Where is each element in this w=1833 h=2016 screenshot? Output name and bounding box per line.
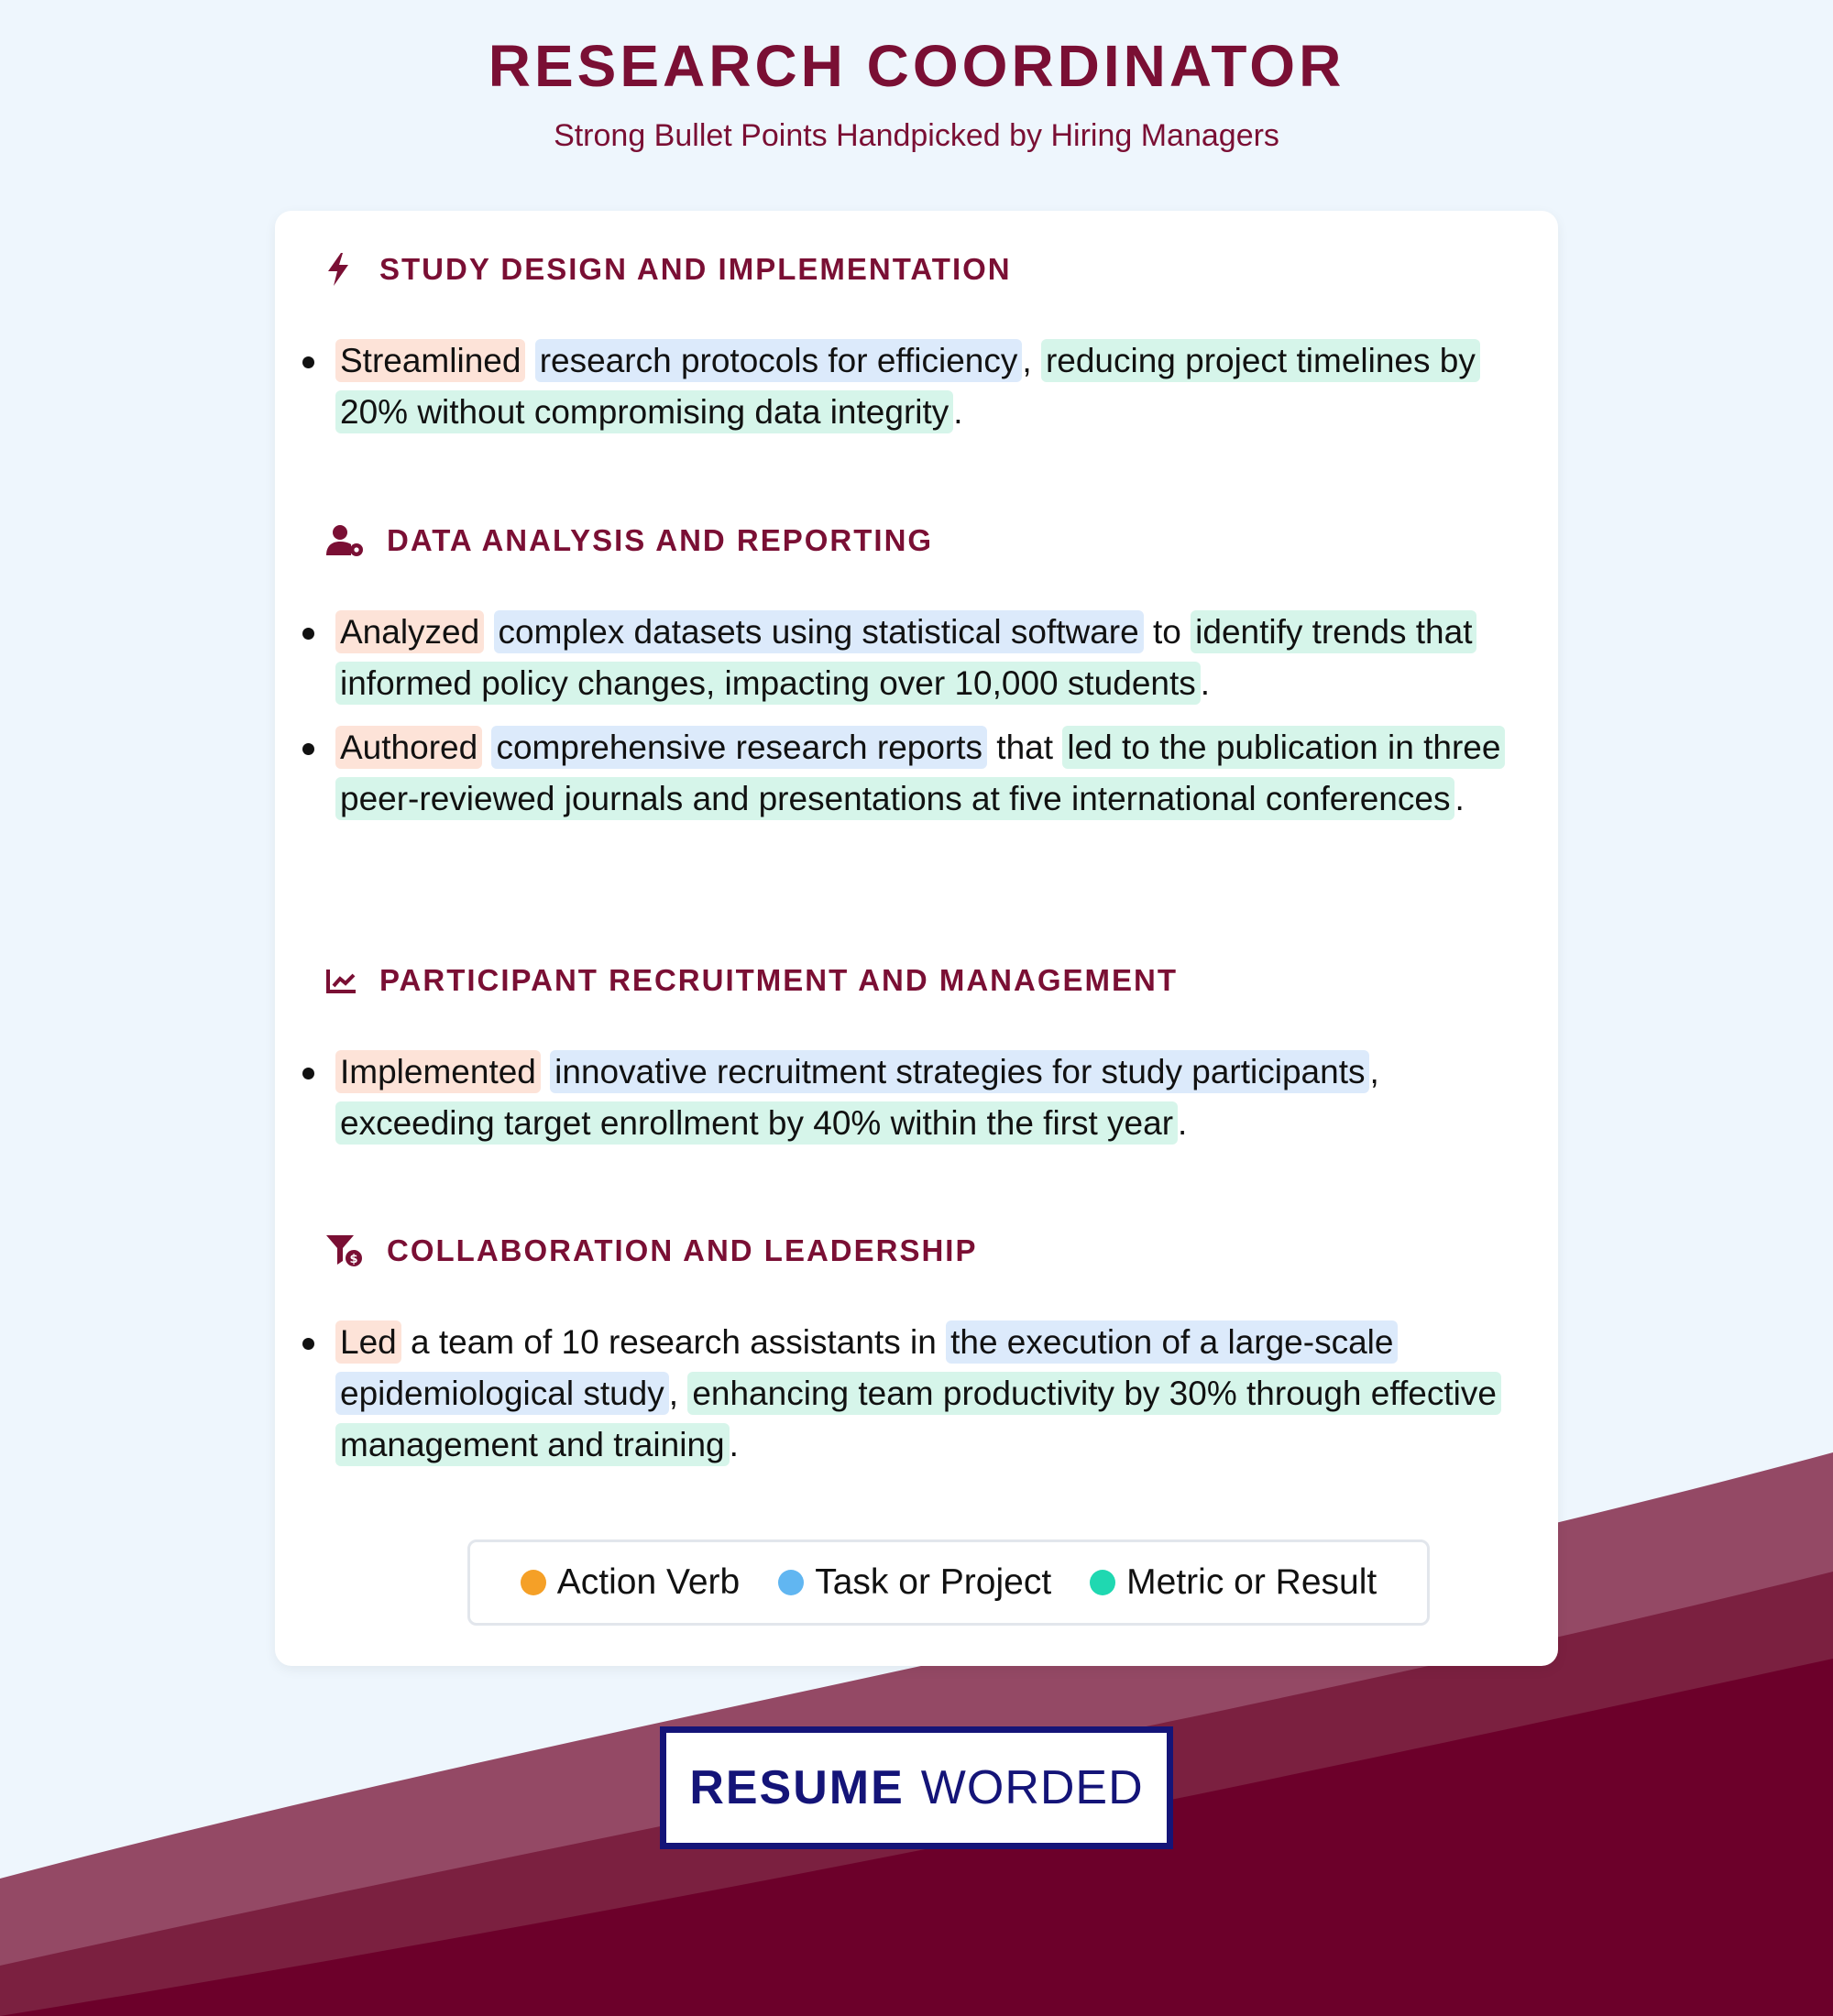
task-project: innovative recruitment strategies for study participants: [550, 1050, 1369, 1093]
bullet-dot: [302, 1068, 314, 1079]
section-header: [275, 249, 1558, 290]
plain-text: a team of 10 research assistants in: [401, 1323, 947, 1361]
legend-label: Action Verb: [556, 1562, 741, 1602]
lightning-bolt-icon: [326, 249, 367, 290]
legend-item-action-verb: [521, 1562, 740, 1603]
metric-result: identify trends that informed policy changes, impacting over 10,000 students: [335, 610, 1476, 705]
bullet-dot: [302, 743, 314, 755]
end-punctuation: .: [953, 393, 963, 431]
bullet-item: [275, 335, 1558, 438]
bullet-item: [275, 607, 1558, 709]
separator-text: ,: [1022, 342, 1032, 379]
action-verb: Analyzed: [335, 610, 484, 653]
bullet-dot: [302, 1338, 314, 1350]
separator-text: ,: [668, 1375, 688, 1412]
metric-result: enhancing team productivity by 30% through effective management and training: [335, 1372, 1501, 1466]
section-title: DATA ANALYSIS AND REPORTING: [387, 523, 934, 557]
section-header: [275, 960, 1558, 1001]
end-punctuation: .: [729, 1426, 739, 1463]
end-punctuation: .: [1454, 780, 1465, 817]
legend-dot: [778, 1570, 804, 1595]
section-title: PARTICIPANT RECRUITMENT AND MANAGEMENT: [379, 963, 1179, 997]
page-subtitle: Strong Bullet Points Handpicked by Hiring Managers: [554, 118, 1279, 153]
bullet-item: [275, 722, 1558, 825]
task-project: complex datasets using statistical software: [494, 610, 1144, 653]
section-header: [275, 1231, 1558, 1271]
funnel-dollar-icon: [326, 1231, 374, 1271]
legend-dot: [1090, 1570, 1115, 1595]
legend-item-task-project: [778, 1562, 1051, 1603]
action-verb: Streamlined: [335, 339, 525, 382]
user-gear-icon: [326, 520, 374, 561]
section-participant-recruitment: [275, 960, 1558, 1162]
logo-light-text: WORDED: [920, 1761, 1144, 1814]
legend-label: Metric or Result: [1126, 1562, 1377, 1602]
section-data-analysis: [275, 520, 1558, 838]
legend-label: Task or Project: [815, 1562, 1052, 1602]
action-verb: Implemented: [335, 1050, 541, 1093]
resume-worded-logo[interactable]: [660, 1726, 1173, 1849]
section-study-design: [275, 249, 1558, 451]
task-project: the execution of a large-scale epidemiological study: [335, 1320, 1398, 1415]
task-project: comprehensive research reports: [491, 726, 987, 769]
page-header: [0, 31, 1833, 154]
page-title: RESEARCH COORDINATOR: [488, 33, 1345, 99]
section-title: COLLABORATION AND LEADERSHIP: [387, 1233, 978, 1267]
section-title: STUDY DESIGN AND IMPLEMENTATION: [379, 252, 1012, 286]
metric-result: exceeding target enrollment by 40% within the first year: [335, 1101, 1178, 1145]
action-verb: Authored: [335, 726, 482, 769]
end-punctuation: .: [1178, 1104, 1188, 1142]
action-verb: Led: [335, 1320, 401, 1364]
logo-strong-text: RESUME: [689, 1761, 905, 1814]
metric-result: reducing project timelines by 20% without compromising data integrity: [335, 339, 1480, 433]
separator-text: to: [1143, 613, 1191, 651]
bullet-points-card: [275, 211, 1558, 1666]
separator-text: ,: [1369, 1053, 1379, 1090]
task-project: research protocols for efficiency: [535, 339, 1023, 382]
section-collaboration: [275, 1231, 1558, 1484]
bullet-item: [275, 1046, 1558, 1149]
bullet-dot: [302, 356, 314, 368]
section-header: [275, 520, 1558, 561]
legend-item-metric-result: [1090, 1562, 1377, 1603]
metric-result: led to the publication in three peer-reviewed journals and presentations at five international conferences: [335, 726, 1505, 820]
separator-text: [525, 342, 534, 379]
bullet-item: [275, 1317, 1558, 1471]
end-punctuation: .: [1200, 664, 1211, 702]
bullet-dot: [302, 628, 314, 640]
legend-dot: [521, 1570, 546, 1595]
legend: [467, 1539, 1430, 1626]
svg-text:$: $: [349, 1253, 358, 1266]
separator-text: that: [987, 729, 1063, 766]
line-chart-icon: [326, 960, 367, 1001]
